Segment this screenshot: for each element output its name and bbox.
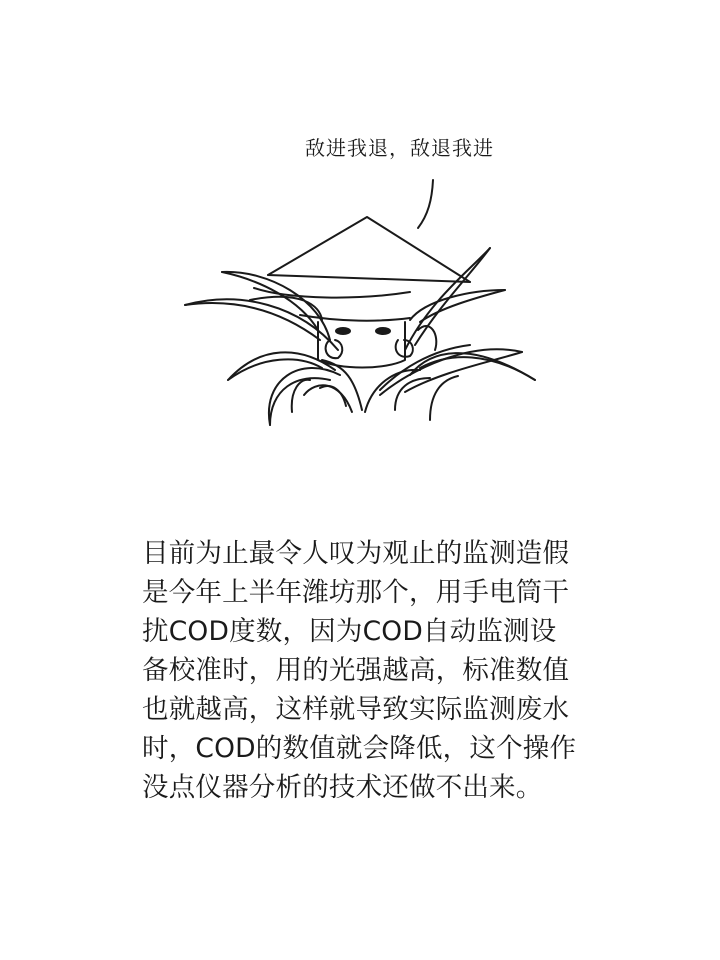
speech-text: 敌进我退，敌退我进 — [305, 136, 494, 160]
grass-icon — [185, 248, 535, 425]
hat-icon — [254, 217, 470, 368]
article-paragraph: 目前为止最令人叹为观止的监测造假是今年上半年潍坊那个，用手电筒干扰COD度数，因为COD自动监测设备校准时，用的光强越高，标准数值也就越高，这样就导致实际监测废水时，COD的数值就会降低，这个操作没点仪器分析的技术还做不出来。 — [142, 538, 577, 803]
speech-pointer-icon — [418, 180, 433, 228]
